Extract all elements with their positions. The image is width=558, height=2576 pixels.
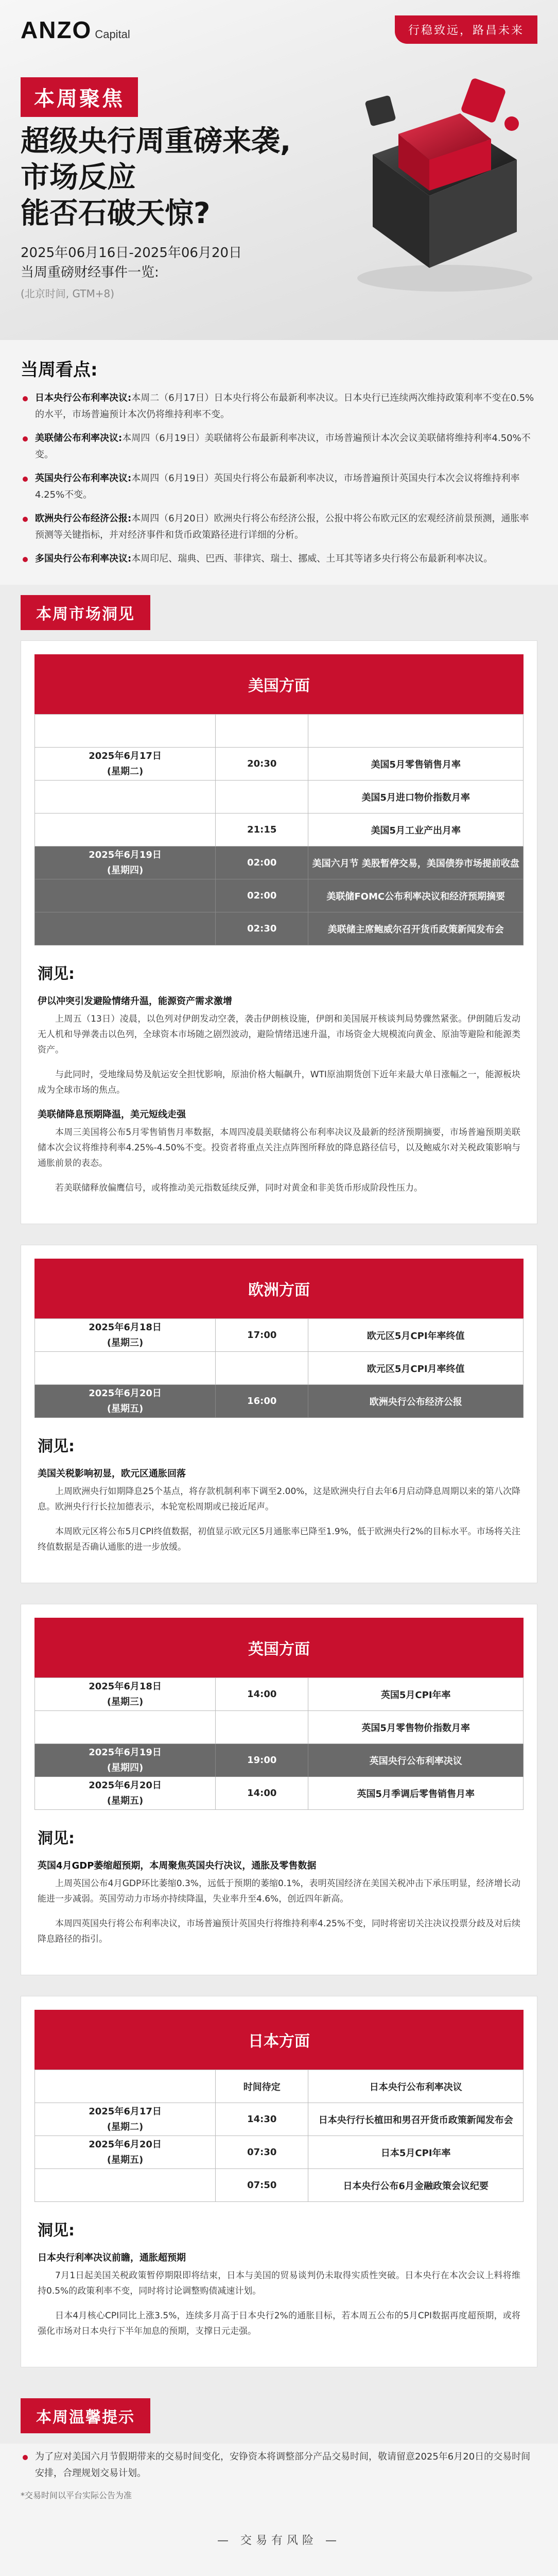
end-line-text: 交易有风险 [240,2534,318,2547]
schedule-table [34,2070,524,2202]
schedule-table [34,1677,524,1810]
summary-item-text: 本周印尼、瑞典、巴西、菲律宾、瑞士、挪威、土耳其等诸多央行将公布最新利率决议。 [131,553,493,564]
insight-paragraph: 上周英国公布4月GDP环比萎缩0.3%，远低于预期的萎缩0.1%，表明英国经济在美国关税冲击下承压明显，经济增长动能进一步减弱。英国劳动力市场亦持续降温，失业率升至4.6%，创近四年新高。 [38,1878,520,1904]
region-card [21,1604,537,1975]
table-cell-event: 美国六月节 美股暂停交易，美国债券市场提前收盘 [308,846,524,879]
table-cell-time: 21:15 [216,814,308,846]
hero-title [21,124,291,232]
logo-brand: ANZO [21,16,92,43]
table-cell-event: 英国5月CPI年率 [308,1678,524,1711]
table-cell-time [216,1711,308,1744]
table-row [35,1744,524,1777]
insight-subheading: 英国4月GDP萎缩超预期，本周聚焦英国央行决议，通胀及零售数据 [38,1860,317,1871]
table-cell-event: 美联储主席鲍威尔召开货币政策新闻发布会 [308,912,524,945]
summary-item [21,470,537,503]
schedule-table [34,1318,524,1418]
table-row [35,2169,524,2202]
insight-paragraph: 日本4月核心CPI同比上涨3.5%，连续多月高于日本央行2%的通胀目标，若本周五公布的5月CPI数据再度超预期，或将强化市场对日本央行下半年加息的预期，支撑日元走强。 [38,2311,520,2336]
table-cell-event: 美国5月进口物价指数月率 [308,781,524,814]
reminder-section [0,2444,558,2576]
insight-section [34,1810,524,1961]
table-row [35,814,524,846]
table-cell-event: 欧元区5月CPI月率终值 [308,1352,524,1385]
table-cell-date: 2025年6月19日 (星期四) [35,846,216,879]
hero-subtitle: 当周重磅财经事件一览: [21,265,159,280]
logo [21,16,130,44]
table-row [35,1352,524,1385]
insight-paragraph: 与此同时，受地缘局势及航运安全担忧影响，原油价格大幅飙升，WTI原油期货创下近年来最大单日涨幅之一，能源板块成为全球市场的焦点。 [38,1070,520,1095]
table-row [35,2070,524,2103]
table-row [35,1678,524,1711]
summary-heading: 当周看点: [21,360,98,380]
table-row [35,879,524,912]
table-cell-date: 2025年6月18日 (星期三) [35,1319,216,1352]
region-card [21,1996,537,2367]
table-row [35,781,524,814]
table-cell-date [35,715,216,748]
hero-banner [0,0,558,340]
table-row [35,2136,524,2169]
reminder-item [21,2449,537,2482]
summary-item-text: 本周四（6月19日）美联储将公布最新利率决议，市场普遍预计本次会议美联储将维持利率4.50%不变。 [35,433,531,460]
reminder-note: *交易时间以平台实际公告为准 [21,2490,132,2500]
insight-subheading: 美国关税影响初显，欧元区通胀回落 [38,1468,186,1479]
table-cell-time: 17:00 [216,1319,308,1352]
hero-top-bar [0,0,558,44]
table-cell-time: 14:30 [216,2103,308,2136]
table-row [35,1777,524,1810]
table-row [35,2103,524,2136]
tagline: 行稳致远，路昌未来 [395,15,537,44]
table-cell-event: 英国5月季调后零售销售月率 [308,1777,524,1810]
table-cell-event: 美国5月工业产出月率 [308,814,524,846]
table-cell-time: 20:30 [216,748,308,781]
table-cell-date: 2025年6月20日 (星期五) [35,1385,216,1418]
table-cell-time [216,1352,308,1385]
insight-heading: 洞见: [38,965,75,983]
table-cell-date: 2025年6月19日 (星期四) [35,1744,216,1777]
summary-item [21,390,537,423]
hero-illustration [337,62,543,299]
table-cell-event: 日本央行公布6月金融政策会议纪要 [308,2169,524,2202]
reminder-banner: 本周温馨提示 [21,2398,150,2433]
table-cell-date: 2025年6月20日 (星期五) [35,2136,216,2169]
table-cell-event [308,715,524,748]
table-row [35,1319,524,1352]
summary-item-key: 日本央行公布利率决议: [35,393,132,403]
table-cell-time: 14:00 [216,1678,308,1711]
insight-paragraph: 上周五（13日）凌晨，以色列对伊朗发动空袭，袭击伊朗核设施，伊朗和美国展开核谈判局势骤然紧张。伊朗随后发动无人机和导弹袭击以色列，全球资本市场随之剧烈波动，避险情绪迅速升温，市场资金大规模流向黄金、原油等避险和能源类资产。 [38,1014,520,1055]
table-cell-event: 美联储FOMC公布利率决议和经济预期摘要 [308,879,524,912]
table-cell-date [35,781,216,814]
region-card-title: 英国方面 [34,1618,524,1677]
table-row [35,1711,524,1744]
summary-item-key: 英国央行公布利率决议: [35,473,132,484]
summary-list [21,390,537,567]
insight-subheading: 伊以冲突引发避险情绪升温，能源资产需求激增 [38,996,232,1007]
insight-subheading: 日本央行利率决议前瞻，通胀超预期 [38,2252,186,2263]
region-card-title: 日本方面 [34,2010,524,2070]
insight-paragraph: 7月1日起美国关税政策暂停期限即将结束，日本与美国的贸易谈判仍未取得实质性突破。日本央行在本次会议上料将维持0.5%的政策利率不变，同时将讨论调整购债减速计划。 [38,2270,520,2296]
table-cell-event: 日本5月CPI年率 [308,2136,524,2169]
insight-heading: 洞见: [38,1829,75,1848]
insight-paragraph: 本周三美国将公布5月零售销售月率数据，本周四凌晨美联储将公布利率决议及最新的经济预期摘要，市场普遍预期美联储本次会议将维持利率4.25%-4.50%不变。投资者将重点关注点阵图所释放的降息路径信号，以及鲍威尔对关税政策影响与通胀前景的表态。 [38,1127,520,1168]
table-cell-time: 02:30 [216,912,308,945]
insight-heading: 洞见: [38,1437,75,1455]
summary-item-key: 美联储公布利率决议: [35,433,123,444]
region-card [21,640,537,1224]
table-cell-time: 时间待定 [216,2070,308,2103]
summary-item-text: 本周二（6月17日）日本央行将公布最新利率决议。日本央行已连续两次维持政策利率不变在0.5%的水平，市场普遍预计本次仍将维持利率不变。 [35,393,534,420]
table-cell-time [216,781,308,814]
table-cell-date [35,2169,216,2202]
summary-item [21,511,537,544]
table-cell-event: 欧元区5月CPI年率终值 [308,1319,524,1352]
table-cell-event: 日本央行公布利率决议 [308,2070,524,2103]
table-cell-time: 14:00 [216,1777,308,1810]
reminder-text: 为了应对美国六月节假期带来的交易时间变化，安铮资本将调整部分产品交易时间，敬请留意2025年6月20日的交易时间安排，合理规划交易计划。 [35,2451,531,2479]
table-row [35,1385,524,1418]
hero-badge: 本周聚焦 [21,77,138,117]
end-line: — 交易有风险 — [217,2534,341,2547]
summary-item-key: 多国央行公布利率决议: [35,553,132,564]
table-cell-event: 英国5月零售物价指数月率 [308,1711,524,1744]
summary-item [21,551,537,567]
reminder-list [21,2449,537,2482]
hero-date: 2025年06月16日-2025年06月20日 [21,245,242,261]
table-cell-time: 19:00 [216,1744,308,1777]
table-cell-time: 02:00 [216,846,308,879]
region-card-title: 美国方面 [34,654,524,714]
table-row [35,912,524,945]
insight-section [34,1418,524,1569]
insight-paragraph: 本周四英国央行将公布利率决议，市场普遍预计英国央行将维持利率4.25%不变，同时将密切关注决议投票分歧及对后续降息路径的指引。 [38,1919,521,1944]
table-row [35,846,524,879]
schedule-table [34,714,524,945]
table-cell-time: 02:00 [216,879,308,912]
table-cell-time: 16:00 [216,1385,308,1418]
cards-container [0,640,558,2367]
insight-section [34,2202,524,2353]
insight-paragraph: 若美联储释放偏鹰信号，或将推动美元指数延续反弹，同时对黄金和非美货币形成阶段性压力。 [55,1183,423,1193]
summary-item [21,430,537,463]
hero-title-line: 市场反应 [21,161,136,194]
table-cell-time [216,715,308,748]
hero-note: (北京时间, GTM+8) [21,287,115,300]
table-cell-date [35,1711,216,1744]
table-cell-event: 欧洲央行公布经济公报 [308,1385,524,1418]
insight-paragraph: 本周欧元区将公布5月CPI终值数据，初值显示欧元区5月通胀率已降至1.9%，低于欧洲央行2%的目标水平。市场将关注终值数据是否确认通胀的进一步放缓。 [38,1527,520,1552]
insight-subheading: 美联储降息预期降温，美元短线走强 [38,1109,186,1120]
logo-sub: Capital [95,27,130,41]
table-cell-date [35,2070,216,2103]
table-cell-event: 英国央行公布利率决议 [308,1744,524,1777]
table-cell-date: 2025年6月20日 (星期五) [35,1777,216,1810]
table-cell-date [35,912,216,945]
hero-title-line: 超级央行周重磅来袭, [21,125,291,158]
table-cell-date [35,814,216,846]
table-cell-date [35,1352,216,1385]
table-cell-event: 日本央行行长植田和男召开货币政策新闻发布会 [308,2103,524,2136]
summary-section [0,340,558,585]
summary-item-text: 本周四（6月20日）欧洲央行将公布经济公报，公报中将公布欧元区的宏观经济前景预测，通胀率预测等关键指标，并对经济事件和货币政策路径进行详细的分析。 [35,513,529,540]
table-cell-date: 2025年6月18日 (星期三) [35,1678,216,1711]
region-card-title: 欧洲方面 [34,1259,524,1318]
market-insight-banner: 本周市场洞见 [21,595,150,630]
hero-title-line: 能否石破天惊? [21,197,211,230]
insight-section [34,945,524,1210]
table-cell-date: 2025年6月17日 (星期二) [35,748,216,781]
summary-item-text: 本周四（6月19日）英国央行将公布最新利率决议，市场普遍预计英国央行本次会议将维持利率4.25%不变。 [35,473,520,500]
insight-heading: 洞见: [38,2222,75,2240]
table-row [35,748,524,781]
table-cell-date: 2025年6月17日 (星期二) [35,2103,216,2136]
summary-item-key: 欧洲央行公布经济公报: [35,513,132,524]
table-cell-time: 07:30 [216,2136,308,2169]
insight-paragraph: 上周欧洲央行如期降息25个基点，将存款机制利率下调至2.00%，这是欧洲央行自去年6月启动降息周期以来的第八次降息。欧洲央行行长拉加德表示，本轮宽松周期或已接近尾声。 [38,1486,520,1512]
table-row [35,715,524,748]
table-cell-time: 07:50 [216,2169,308,2202]
table-cell-event: 美国5月零售销售月率 [308,748,524,781]
region-card [21,1245,537,1583]
table-cell-date [35,879,216,912]
